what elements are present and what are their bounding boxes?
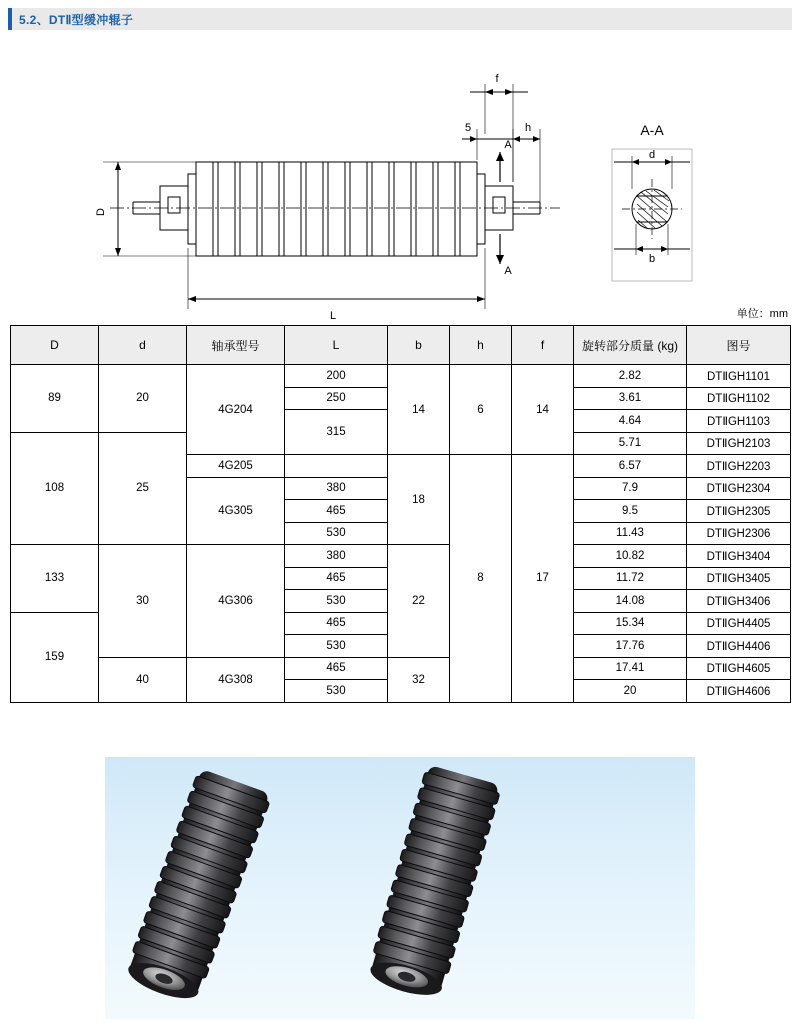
cell-code: DTⅡGH2306	[687, 522, 791, 545]
product-photo	[105, 757, 695, 1019]
col-header-b: b	[388, 326, 450, 365]
col-header-d: d	[99, 326, 187, 365]
cell-L: 530	[285, 680, 388, 703]
cell-mass: 20	[574, 680, 687, 703]
unit-note: 单位：mm	[736, 308, 788, 320]
cell-mass: 2.82	[574, 365, 687, 388]
cell-L: 465	[285, 567, 388, 590]
cell-D: 133	[11, 545, 99, 613]
dim-label-f: f	[495, 73, 499, 85]
dim-label-b: b	[648, 253, 656, 265]
cell-mass: 5.71	[574, 432, 687, 455]
cell-b: 18	[388, 455, 450, 545]
cell-L: 530	[285, 590, 388, 613]
cell-f: 14	[512, 365, 574, 455]
cell-code: DTⅡGH1103	[687, 410, 791, 433]
cell-mass: 6.57	[574, 455, 687, 478]
dim-label-h: h	[524, 122, 532, 134]
cell-h: 6	[450, 365, 512, 455]
cell-bearing: 4G204	[187, 365, 285, 455]
cell-code: DTⅡGH1101	[687, 365, 791, 388]
dim-label-5: 5	[464, 122, 472, 134]
cell-code: DTⅡGH1102	[687, 387, 791, 410]
cell-mass: 17.76	[574, 635, 687, 658]
cell-d: 30	[99, 545, 187, 658]
section-title-AA: A-A	[640, 122, 664, 138]
cell-L: 530	[285, 635, 388, 658]
table-row	[11, 545, 791, 568]
cell-f: 17	[512, 455, 574, 703]
section-header	[8, 8, 792, 30]
cell-d: 40	[99, 657, 187, 702]
cell-mass: 15.34	[574, 612, 687, 635]
cell-mass: 4.64	[574, 410, 687, 433]
col-header-D: D	[11, 326, 99, 365]
cell-mass: 11.43	[574, 522, 687, 545]
cell-bearing: 4G306	[187, 545, 285, 658]
cell-code: DTⅡGH4605	[687, 657, 791, 680]
page-title: 5.2、DTⅡ型缓冲辊子	[19, 12, 134, 27]
cell-code: DTⅡGH2305	[687, 500, 791, 523]
cell-mass: 11.72	[574, 567, 687, 590]
section-mark-A-bottom: A	[504, 265, 512, 277]
cell-code: DTⅡGH2304	[687, 477, 791, 500]
cell-b: 32	[388, 657, 450, 702]
cell-bearing: 4G305	[187, 477, 285, 545]
cell-d: 25	[99, 432, 187, 545]
dim-label-d: d	[648, 149, 656, 161]
cell-bearing: 4G205	[187, 455, 285, 478]
cell-b: 14	[388, 365, 450, 455]
cell-mass: 3.61	[574, 387, 687, 410]
cell-mass: 9.5	[574, 500, 687, 523]
cell-L: 250	[285, 387, 388, 410]
cell-bearing: 4G308	[187, 657, 285, 702]
cell-mass: 14.08	[574, 590, 687, 613]
cell-code: DTⅡGH3404	[687, 545, 791, 568]
cell-L: 465	[285, 612, 388, 635]
roller-left	[122, 768, 272, 1006]
cell-L: 380	[285, 545, 388, 568]
cell-L: 200	[285, 365, 388, 388]
cell-L: 465	[285, 500, 388, 523]
cell-b: 22	[388, 545, 450, 658]
col-header-bearing: 轴承型号	[187, 326, 285, 365]
cell-mass: 10.82	[574, 545, 687, 568]
roller-right	[365, 764, 502, 1002]
dim-label-D: D	[95, 208, 107, 216]
cell-code: DTⅡGH4406	[687, 635, 791, 658]
cell-code: DTⅡGH4405	[687, 612, 791, 635]
cell-L: 530	[285, 522, 388, 545]
table-row	[11, 365, 791, 388]
cell-mass: 7.9	[574, 477, 687, 500]
table-row	[11, 657, 791, 680]
cell-D: 89	[11, 365, 99, 433]
cell-D: 108	[11, 432, 99, 545]
col-header-h: h	[450, 326, 512, 365]
col-header-L: L	[285, 326, 388, 365]
cell-d: 20	[99, 365, 187, 433]
cell-code: DTⅡGH3405	[687, 567, 791, 590]
table-header-row	[11, 326, 791, 365]
cell-code: DTⅡGH4606	[687, 680, 791, 703]
cell-mass: 17.41	[574, 657, 687, 680]
cell-h: 8	[450, 455, 512, 703]
cell-L: 465	[285, 657, 388, 680]
col-header-code: 图号	[687, 326, 791, 365]
cell-code: DTⅡGH2103	[687, 432, 791, 455]
cell-L	[285, 455, 388, 478]
dim-label-L: L	[329, 310, 337, 322]
cell-L: 315	[285, 410, 388, 455]
cell-D: 159	[11, 612, 99, 702]
col-header-mass: 旋转部分质量 (kg)	[574, 326, 687, 365]
col-header-f: f	[512, 326, 574, 365]
section-mark-A-top: A	[504, 139, 512, 151]
cell-L: 380	[285, 477, 388, 500]
specification-table	[10, 325, 791, 703]
cell-code: DTⅡGH3406	[687, 590, 791, 613]
cell-code: DTⅡGH2203	[687, 455, 791, 478]
